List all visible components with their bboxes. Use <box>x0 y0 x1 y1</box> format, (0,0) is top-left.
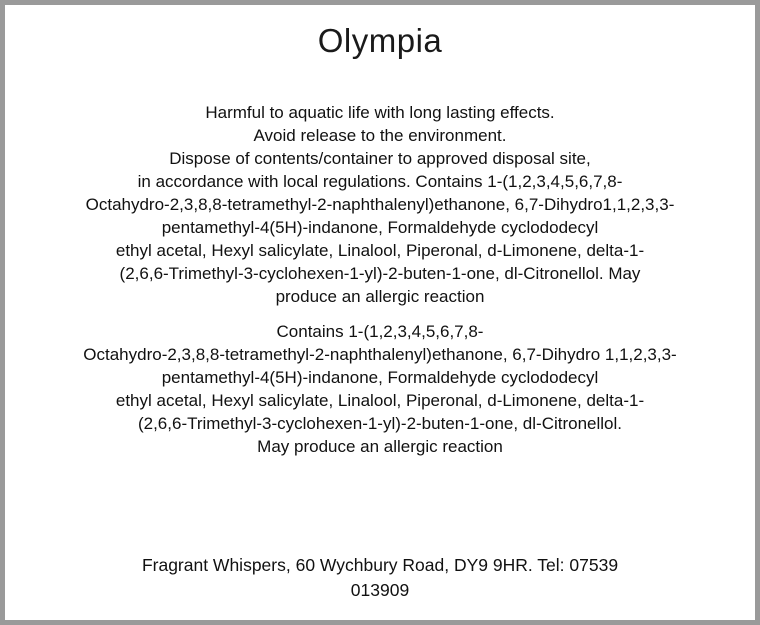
warning-line: Dispose of contents/container to approved disposal site, <box>169 149 591 168</box>
warning-line: Avoid release to the environment. <box>253 126 507 145</box>
warning-line: Octahydro-2,3,8,8-tetramethyl-2-naphthalenyl)ethanone, 6,7-Dihydro1,1,2,3,3- <box>85 195 675 214</box>
warning-line: in accordance with local regulations. Contains 1-(1,2,3,4,5,6,7,8- <box>137 172 623 191</box>
allergen-contains-paragraph <box>45 320 715 458</box>
contains-line: Octahydro-2,3,8,8-tetramethyl-2-naphthalenyl)ethanone, 6,7-Dihydro 1,1,2,3,3- <box>83 345 677 364</box>
hazard-warning-paragraph <box>45 101 715 308</box>
contains-line: pentamethyl-4(5H)-indanone, Formaldehyde cyclododecyl <box>161 368 599 387</box>
contains-line: (2,6,6-Trimethyl-3-cyclohexen-1-yl)-2-buten-1-one, dl-Citronellol. <box>137 414 623 433</box>
contains-line: ethyl acetal, Hexyl salicylate, Linalool, Piperonal, d-Limonene, delta-1- <box>115 391 645 410</box>
supplier-address <box>45 553 715 603</box>
address-line: Fragrant Whispers, 60 Wychbury Road, DY9 9HR. Tel: 07539 <box>141 555 619 575</box>
address-line: 013909 <box>350 580 410 600</box>
warning-line: Harmful to aquatic life with long lasting effects. <box>205 103 555 122</box>
warning-line: produce an allergic reaction <box>275 287 485 306</box>
product-title: Olympia <box>317 22 443 59</box>
warning-line: ethyl acetal, Hexyl salicylate, Linalool, Piperonal, d-Limonene, delta-1- <box>115 241 645 260</box>
contains-line: Contains 1-(1,2,3,4,5,6,7,8- <box>276 322 484 341</box>
warning-line: pentamethyl-4(5H)-indanone, Formaldehyde cyclododecyl <box>161 218 599 237</box>
contains-line: May produce an allergic reaction <box>257 437 503 456</box>
warning-line: (2,6,6-Trimethyl-3-cyclohexen-1-yl)-2-buten-1-one, dl-Citronellol. May <box>119 264 641 283</box>
